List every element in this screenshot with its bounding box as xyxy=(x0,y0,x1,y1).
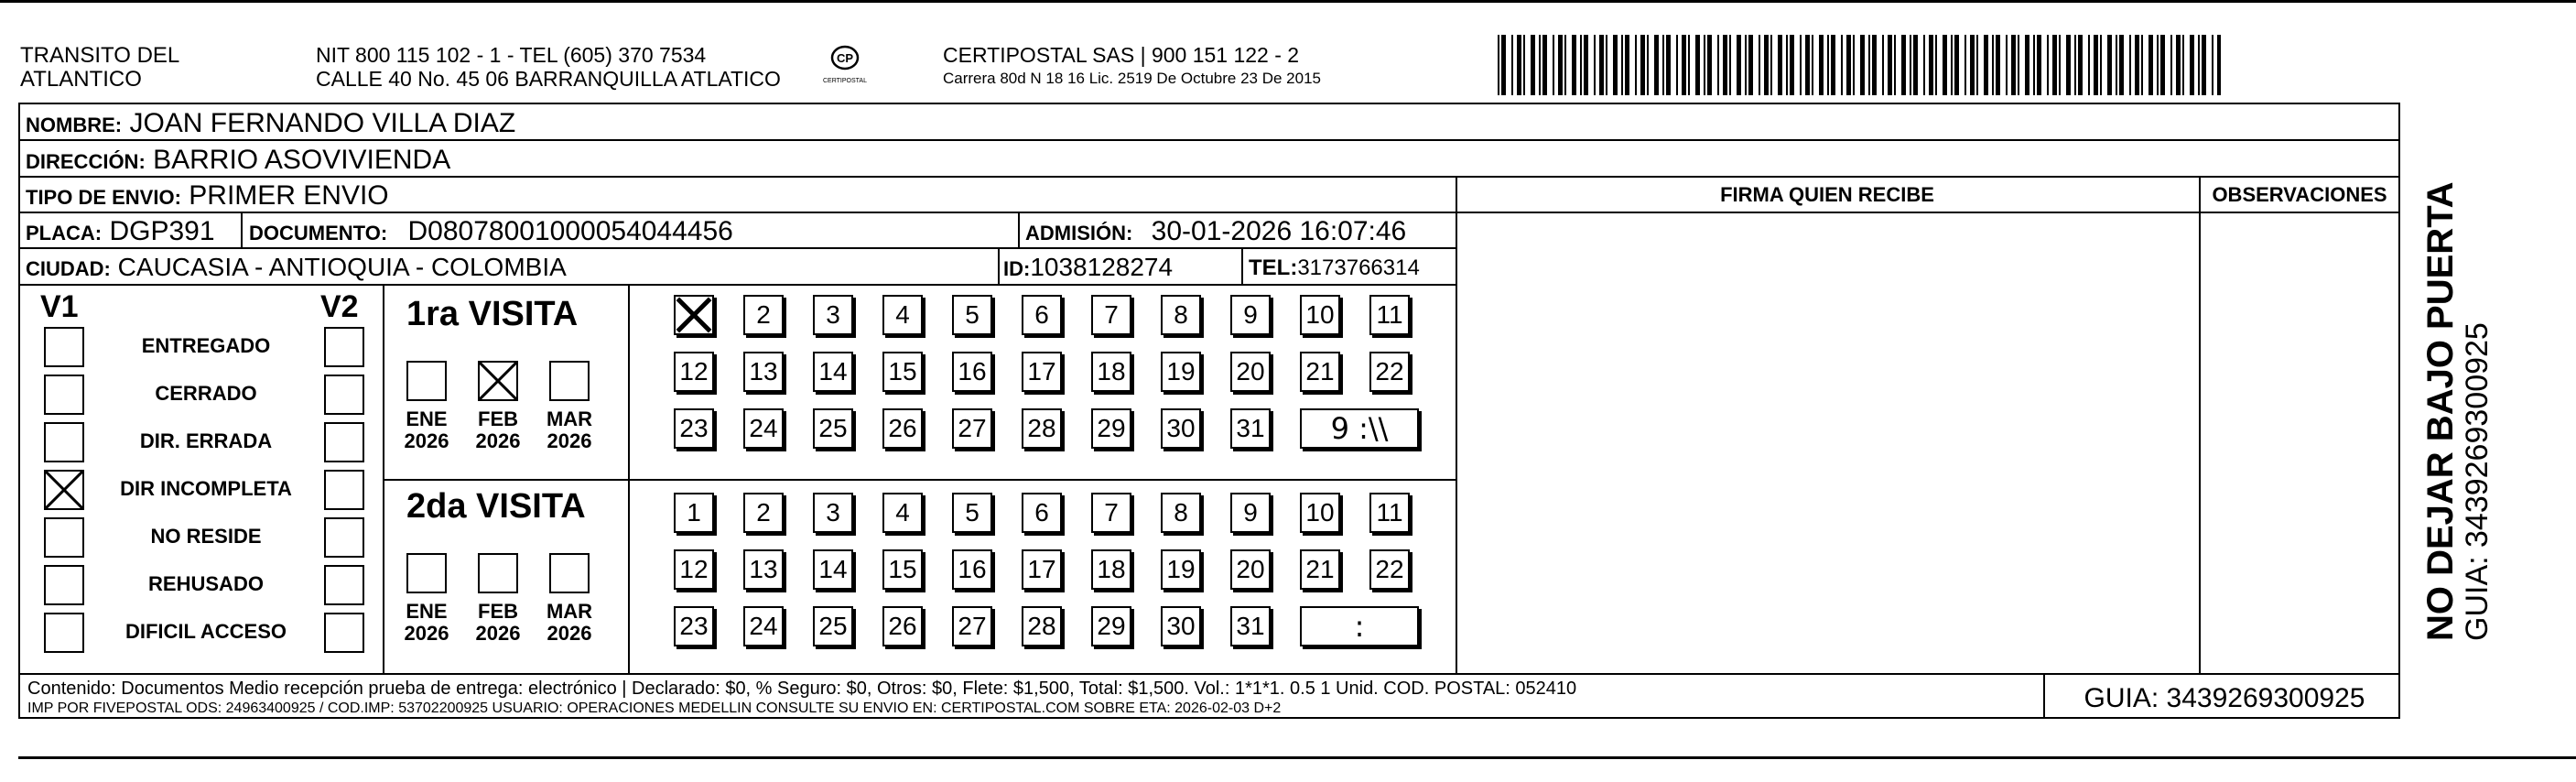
day-box[interactable]: 30 xyxy=(1161,408,1201,449)
v2-checkbox[interactable] xyxy=(324,327,364,367)
v2-checkbox[interactable] xyxy=(324,613,364,653)
status-label: DIR INCOMPLETA xyxy=(120,477,292,500)
certipostal-logo xyxy=(822,42,868,88)
admission-label: ADMISIÓN: xyxy=(1025,222,1133,244)
day-box[interactable]: 16 xyxy=(952,352,992,392)
day-box[interactable]: 22 xyxy=(1369,352,1410,392)
tel: 3173766314 xyxy=(1297,255,1420,280)
day-box[interactable]: 7 xyxy=(1091,295,1131,335)
day-box[interactable]: 23 xyxy=(674,408,714,449)
day-box[interactable]: 5 xyxy=(952,295,992,335)
month-year: 2026 xyxy=(475,429,521,452)
day-box[interactable]: 20 xyxy=(1230,352,1271,392)
plate-label: PLACA: xyxy=(26,222,103,244)
status-label: DIFICIL ACCESO xyxy=(124,620,287,643)
time-box[interactable]: 9 :\\ xyxy=(1300,408,1419,449)
month-label xyxy=(538,601,601,645)
v1-checkbox[interactable] xyxy=(44,327,84,367)
v1-checkbox[interactable] xyxy=(44,470,84,510)
city-cell xyxy=(26,253,567,282)
side-guide: GUIA: 3439269300925 xyxy=(2460,322,2495,641)
day-box[interactable]: 18 xyxy=(1091,352,1131,392)
day-box[interactable]: 4 xyxy=(882,295,923,335)
status-label: CERRADO xyxy=(155,382,257,405)
month-year: 2026 xyxy=(404,429,449,452)
day-box[interactable]: 8 xyxy=(1161,493,1201,533)
v1-checkbox[interactable] xyxy=(44,422,84,462)
day-box[interactable]: 25 xyxy=(813,606,853,646)
plate-cell xyxy=(26,216,215,247)
day-box[interactable]: 30 xyxy=(1161,606,1201,646)
id-number: 1038128274 xyxy=(1030,253,1174,281)
plate: DGP391 xyxy=(109,216,215,246)
org-line1: NIT 800 115 102 - 1 - TEL (605) 370 7534 xyxy=(316,43,707,67)
month-label xyxy=(467,408,529,452)
side-note xyxy=(2420,92,2494,641)
status-label: NO RESIDE xyxy=(150,525,262,548)
month-label xyxy=(395,601,458,645)
v2-checkbox[interactable] xyxy=(324,470,364,510)
time-box[interactable]: : xyxy=(1300,606,1419,646)
month-checkbox[interactable] xyxy=(406,553,447,593)
day-box[interactable]: 10 xyxy=(1300,493,1340,533)
status-label: REHUSADO xyxy=(148,572,264,595)
send-type: PRIMER ENVIO xyxy=(189,180,389,211)
footer-guide: GUIA: 3439269300925 xyxy=(2084,683,2365,713)
month-label xyxy=(538,408,601,452)
day-box[interactable]: 6 xyxy=(1022,295,1062,335)
status-label: ENTREGADO xyxy=(141,334,271,357)
day-box[interactable]: 21 xyxy=(1300,352,1340,392)
send-type-row xyxy=(26,180,389,212)
footer-print-info: IMP POR FIVEPOSTAL ODS: 24963400925 / COD.IMP: 53702200925 USUARIO: OPERACIONES MEDELLIN CONSULTE SU ENVIO EN: CERTIPOSTAL.COM SOBRE ETA: 2026-02-03 D+2 xyxy=(27,701,1282,716)
visit2-title: 2da VISITA xyxy=(406,487,586,526)
day-box[interactable]: 3 xyxy=(813,493,853,533)
day-box[interactable]: 12 xyxy=(674,549,714,590)
day-box[interactable]: 15 xyxy=(882,352,923,392)
day-box[interactable]: 9 xyxy=(1230,493,1271,533)
day-box[interactable]: 31 xyxy=(1230,408,1271,449)
org-line2: CALLE 40 No. 45 06 BARRANQUILLA ATLATICO xyxy=(316,67,781,91)
id-cell xyxy=(1003,253,1173,282)
day-box[interactable]: 2 xyxy=(743,295,784,335)
month-name: FEB xyxy=(478,600,518,623)
recipient-name: JOAN FERNANDO VILLA DIAZ xyxy=(129,108,516,138)
city: CAUCASIA - ANTIOQUIA - COLOMBIA xyxy=(117,253,567,281)
v1-checkbox[interactable] xyxy=(44,613,84,653)
day-box[interactable]: 27 xyxy=(952,408,992,449)
signature-header: FIRMA QUIEN RECIBE xyxy=(1720,183,1934,206)
day-box[interactable]: 31 xyxy=(1230,606,1271,646)
day-box[interactable]: 24 xyxy=(743,408,784,449)
day-box[interactable]: 23 xyxy=(674,606,714,646)
day-box[interactable]: 19 xyxy=(1161,549,1201,590)
day-box[interactable]: 8 xyxy=(1161,295,1201,335)
month-checkbox[interactable] xyxy=(406,361,447,401)
v2-checkbox[interactable] xyxy=(324,422,364,462)
cut-line xyxy=(18,756,2576,759)
month-label xyxy=(395,408,458,452)
city-label: CIUDAD: xyxy=(26,257,111,280)
day-box[interactable]: 26 xyxy=(882,606,923,646)
month-checkbox[interactable] xyxy=(549,361,590,401)
month-year: 2026 xyxy=(475,622,521,645)
id-label: ID: xyxy=(1003,257,1031,280)
v2-label: V2 xyxy=(320,289,359,324)
v1-checkbox[interactable] xyxy=(44,565,84,605)
day-box[interactable]: 5 xyxy=(952,493,992,533)
month-checkbox[interactable] xyxy=(549,553,590,593)
day-box[interactable]: 17 xyxy=(1022,352,1062,392)
recipient-name-row xyxy=(26,108,515,139)
footer-contents: Contenido: Documentos Medio recepción prueba de entrega: electrónico | Declarado: $0, % Seguro: $0, Otros: $0, Flete: $1,500, Total: $1,500. Vol.: 1*1*1. 0.5 1 Unid. COD. POSTAL: 052410 xyxy=(27,679,1577,699)
day-box[interactable]: 26 xyxy=(882,408,923,449)
day-box[interactable]: 14 xyxy=(813,352,853,392)
day-box[interactable]: 10 xyxy=(1300,295,1340,335)
address-row xyxy=(26,145,450,176)
day-box[interactable]: 15 xyxy=(882,549,923,590)
month-name: MAR xyxy=(546,600,593,623)
month-year: 2026 xyxy=(547,622,592,645)
day-box[interactable]: 25 xyxy=(813,408,853,449)
name-label: NOMBRE: xyxy=(26,114,123,136)
v2-checkbox[interactable] xyxy=(324,565,364,605)
month-year: 2026 xyxy=(404,622,449,645)
day-box[interactable] xyxy=(674,295,714,335)
day-box[interactable]: 22 xyxy=(1369,549,1410,590)
day-box[interactable]: 2 xyxy=(743,493,784,533)
document: D08078001000054044456 xyxy=(407,216,733,246)
svg-text:CERTIPOSTAL: CERTIPOSTAL xyxy=(823,78,867,84)
day-box[interactable]: 7 xyxy=(1091,493,1131,533)
v1-label: V1 xyxy=(40,289,79,324)
top-edge xyxy=(0,0,2576,3)
day-box[interactable]: 19 xyxy=(1161,352,1201,392)
month-name: ENE xyxy=(406,407,448,430)
day-box[interactable]: 13 xyxy=(743,549,784,590)
month-name: FEB xyxy=(478,407,518,430)
day-box[interactable]: 27 xyxy=(952,606,992,646)
send-type-label: TIPO DE ENVIO: xyxy=(26,186,181,209)
barcode xyxy=(1498,35,2221,95)
day-box[interactable]: 28 xyxy=(1022,606,1062,646)
admission-cell xyxy=(1025,216,1406,247)
v1-checkbox[interactable] xyxy=(44,517,84,558)
month-name: ENE xyxy=(406,600,448,623)
admission: 30-01-2026 16:07:46 xyxy=(1151,216,1407,246)
month-year: 2026 xyxy=(547,429,592,452)
day-box[interactable]: 16 xyxy=(952,549,992,590)
status-label: DIR. ERRADA xyxy=(139,429,273,452)
v2-checkbox[interactable] xyxy=(324,375,364,415)
day-box[interactable]: 12 xyxy=(674,352,714,392)
day-box[interactable]: 3 xyxy=(813,295,853,335)
day-box[interactable]: 4 xyxy=(882,493,923,533)
day-box[interactable]: 11 xyxy=(1369,493,1410,533)
tel-cell xyxy=(1249,255,1420,281)
month-checkbox[interactable] xyxy=(478,553,518,593)
v1-checkbox[interactable] xyxy=(44,375,84,415)
side-warning: NO DEJAR BAJO PUERTA xyxy=(2420,181,2461,641)
day-box[interactable]: 29 xyxy=(1091,606,1131,646)
svg-text:CP: CP xyxy=(836,51,854,65)
day-box[interactable]: 11 xyxy=(1369,295,1410,335)
month-label xyxy=(467,601,529,645)
v2-checkbox[interactable] xyxy=(324,517,364,558)
address-label: DIRECCIÓN: xyxy=(26,150,146,173)
day-box[interactable]: 21 xyxy=(1300,549,1340,590)
visit1-title: 1ra VISITA xyxy=(406,295,579,333)
carrier-line2: Carrera 80d N 18 16 Lic. 2519 De Octubre 23 De 2015 xyxy=(943,70,1321,87)
day-box[interactable]: 29 xyxy=(1091,408,1131,449)
day-box[interactable]: 18 xyxy=(1091,549,1131,590)
day-box[interactable]: 9 xyxy=(1230,295,1271,335)
day-box[interactable]: 17 xyxy=(1022,549,1062,590)
tel-label: TEL: xyxy=(1249,255,1298,280)
day-box[interactable]: 24 xyxy=(743,606,784,646)
day-box[interactable]: 1 xyxy=(674,493,714,533)
month-checkbox[interactable] xyxy=(478,361,518,401)
day-box[interactable]: 13 xyxy=(743,352,784,392)
org-name: TRANSITO DEL ATLANTICO xyxy=(20,43,180,92)
recipient-address: BARRIO ASOVIVIENDA xyxy=(153,145,451,175)
month-name: MAR xyxy=(546,407,593,430)
carrier-line1: CERTIPOSTAL SAS | 900 151 122 - 2 xyxy=(943,43,1300,67)
day-box[interactable]: 20 xyxy=(1230,549,1271,590)
day-box[interactable]: 14 xyxy=(813,549,853,590)
day-box[interactable]: 6 xyxy=(1022,493,1062,533)
document-label: DOCUMENTO: xyxy=(249,222,388,244)
observations-header: OBSERVACIONES xyxy=(2212,183,2387,206)
document-cell xyxy=(249,216,733,247)
day-box[interactable]: 28 xyxy=(1022,408,1062,449)
